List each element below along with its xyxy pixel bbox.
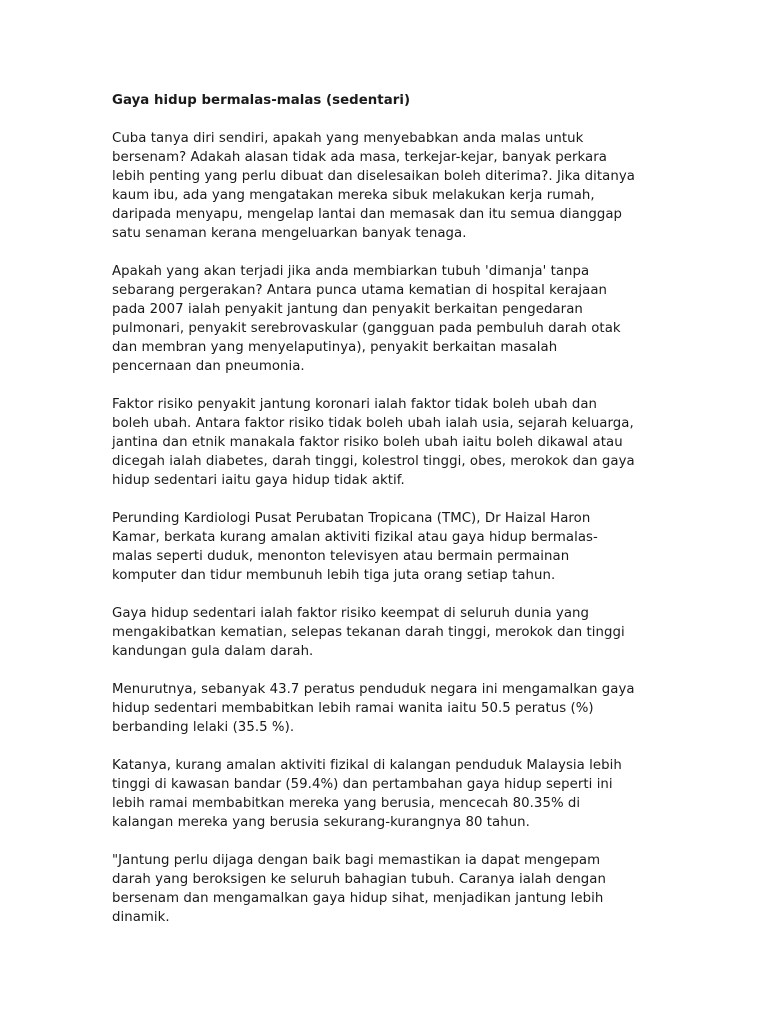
paragraph-5: Gaya hidup sedentari ialah faktor risiko keempat di seluruh dunia yang mengakibatkan kematian, selepas tekanan darah tinggi, merokok dan tinggi kandungan gula dalam darah.: [112, 606, 625, 659]
paragraph-1: Cuba tanya diri sendiri, apakah yang menyebabkan anda malas untuk bersenam? Adakah alasan tidak ada masa, terkejar-kejar, banyak perkara lebih penting yang perlu dibuat dan diselesaikan boleh diterima?. Jika ditanya kaum ibu, ada yang mengatakan mereka sibuk melakukan kerja rumah, daripada menyapu, mengelap lantai dan memasak dan itu semua dianggap satu senaman kerana mengeluarkan banyak tenaga.: [112, 131, 635, 241]
document-title: Gaya hidup bermalas-malas (sedentari): [112, 93, 411, 108]
paragraph-7: Katanya, kurang amalan aktiviti fizikal di kalangan penduduk Malaysia lebih tinggi di kawasan bandar (59.4%) dan pertambahan gaya hidup seperti ini lebih ramai membabitkan mereka yang berusia, mencecah 80.35% di kalangan mereka yang berusia sekurang-kurangnya 80 tahun.: [112, 758, 622, 830]
paragraph-3: Faktor risiko penyakit jantung koronari ialah faktor tidak boleh ubah dan boleh ubah. Antara faktor risiko tidak boleh ubah ialah usia, sejarah keluarga, jantina dan etnik manakala faktor risiko boleh ubah iaitu boleh dikawal atau dicegah ialah diabetes, darah tinggi, kolestrol tinggi, obes, merokok dan gaya hidup sedentari iaitu gaya hidup tidak aktif.: [112, 397, 635, 488]
paragraph-8: "Jantung perlu dijaga dengan baik bagi memastikan ia dapat mengepam darah yang beroksigen ke seluruh bahagian tubuh. Caranya ialah dengan bersenam dan mengamalkan gaya hidup sihat, menjadikan jantung lebih dinamik.: [112, 853, 606, 925]
document-body: [112, 91, 660, 946]
paragraph-2: Apakah yang akan terjadi jika anda membiarkan tubuh 'dimanja' tanpa sebarang pergerakan? Antara punca utama kematian di hospital kerajaan pada 2007 ialah penyakit jantung dan penyakit berkaitan pengedaran pulmonari, penyakit serebrovaskular (gangguan pada pembuluh darah otak dan membran yang menyelaputinya), penyakit berkaitan masalah pencernaan dan pneumonia.: [112, 264, 621, 374]
paragraph-4: Perunding Kardiologi Pusat Perubatan Tropicana (TMC), Dr Haizal Haron Kamar, berkata kurang amalan aktiviti fizikal atau gaya hidup bermalas- malas seperti duduk, menonton televisyen atau bermain permainan komputer dan tidur membunuh lebih tiga juta orang setiap tahun.: [112, 511, 598, 583]
paragraph-6: Menurutnya, sebanyak 43.7 peratus penduduk negara ini mengamalkan gaya hidup sedentari membabitkan lebih ramai wanita iaitu 50.5 peratus (%) berbanding lelaki (35.5 %).: [112, 682, 635, 735]
